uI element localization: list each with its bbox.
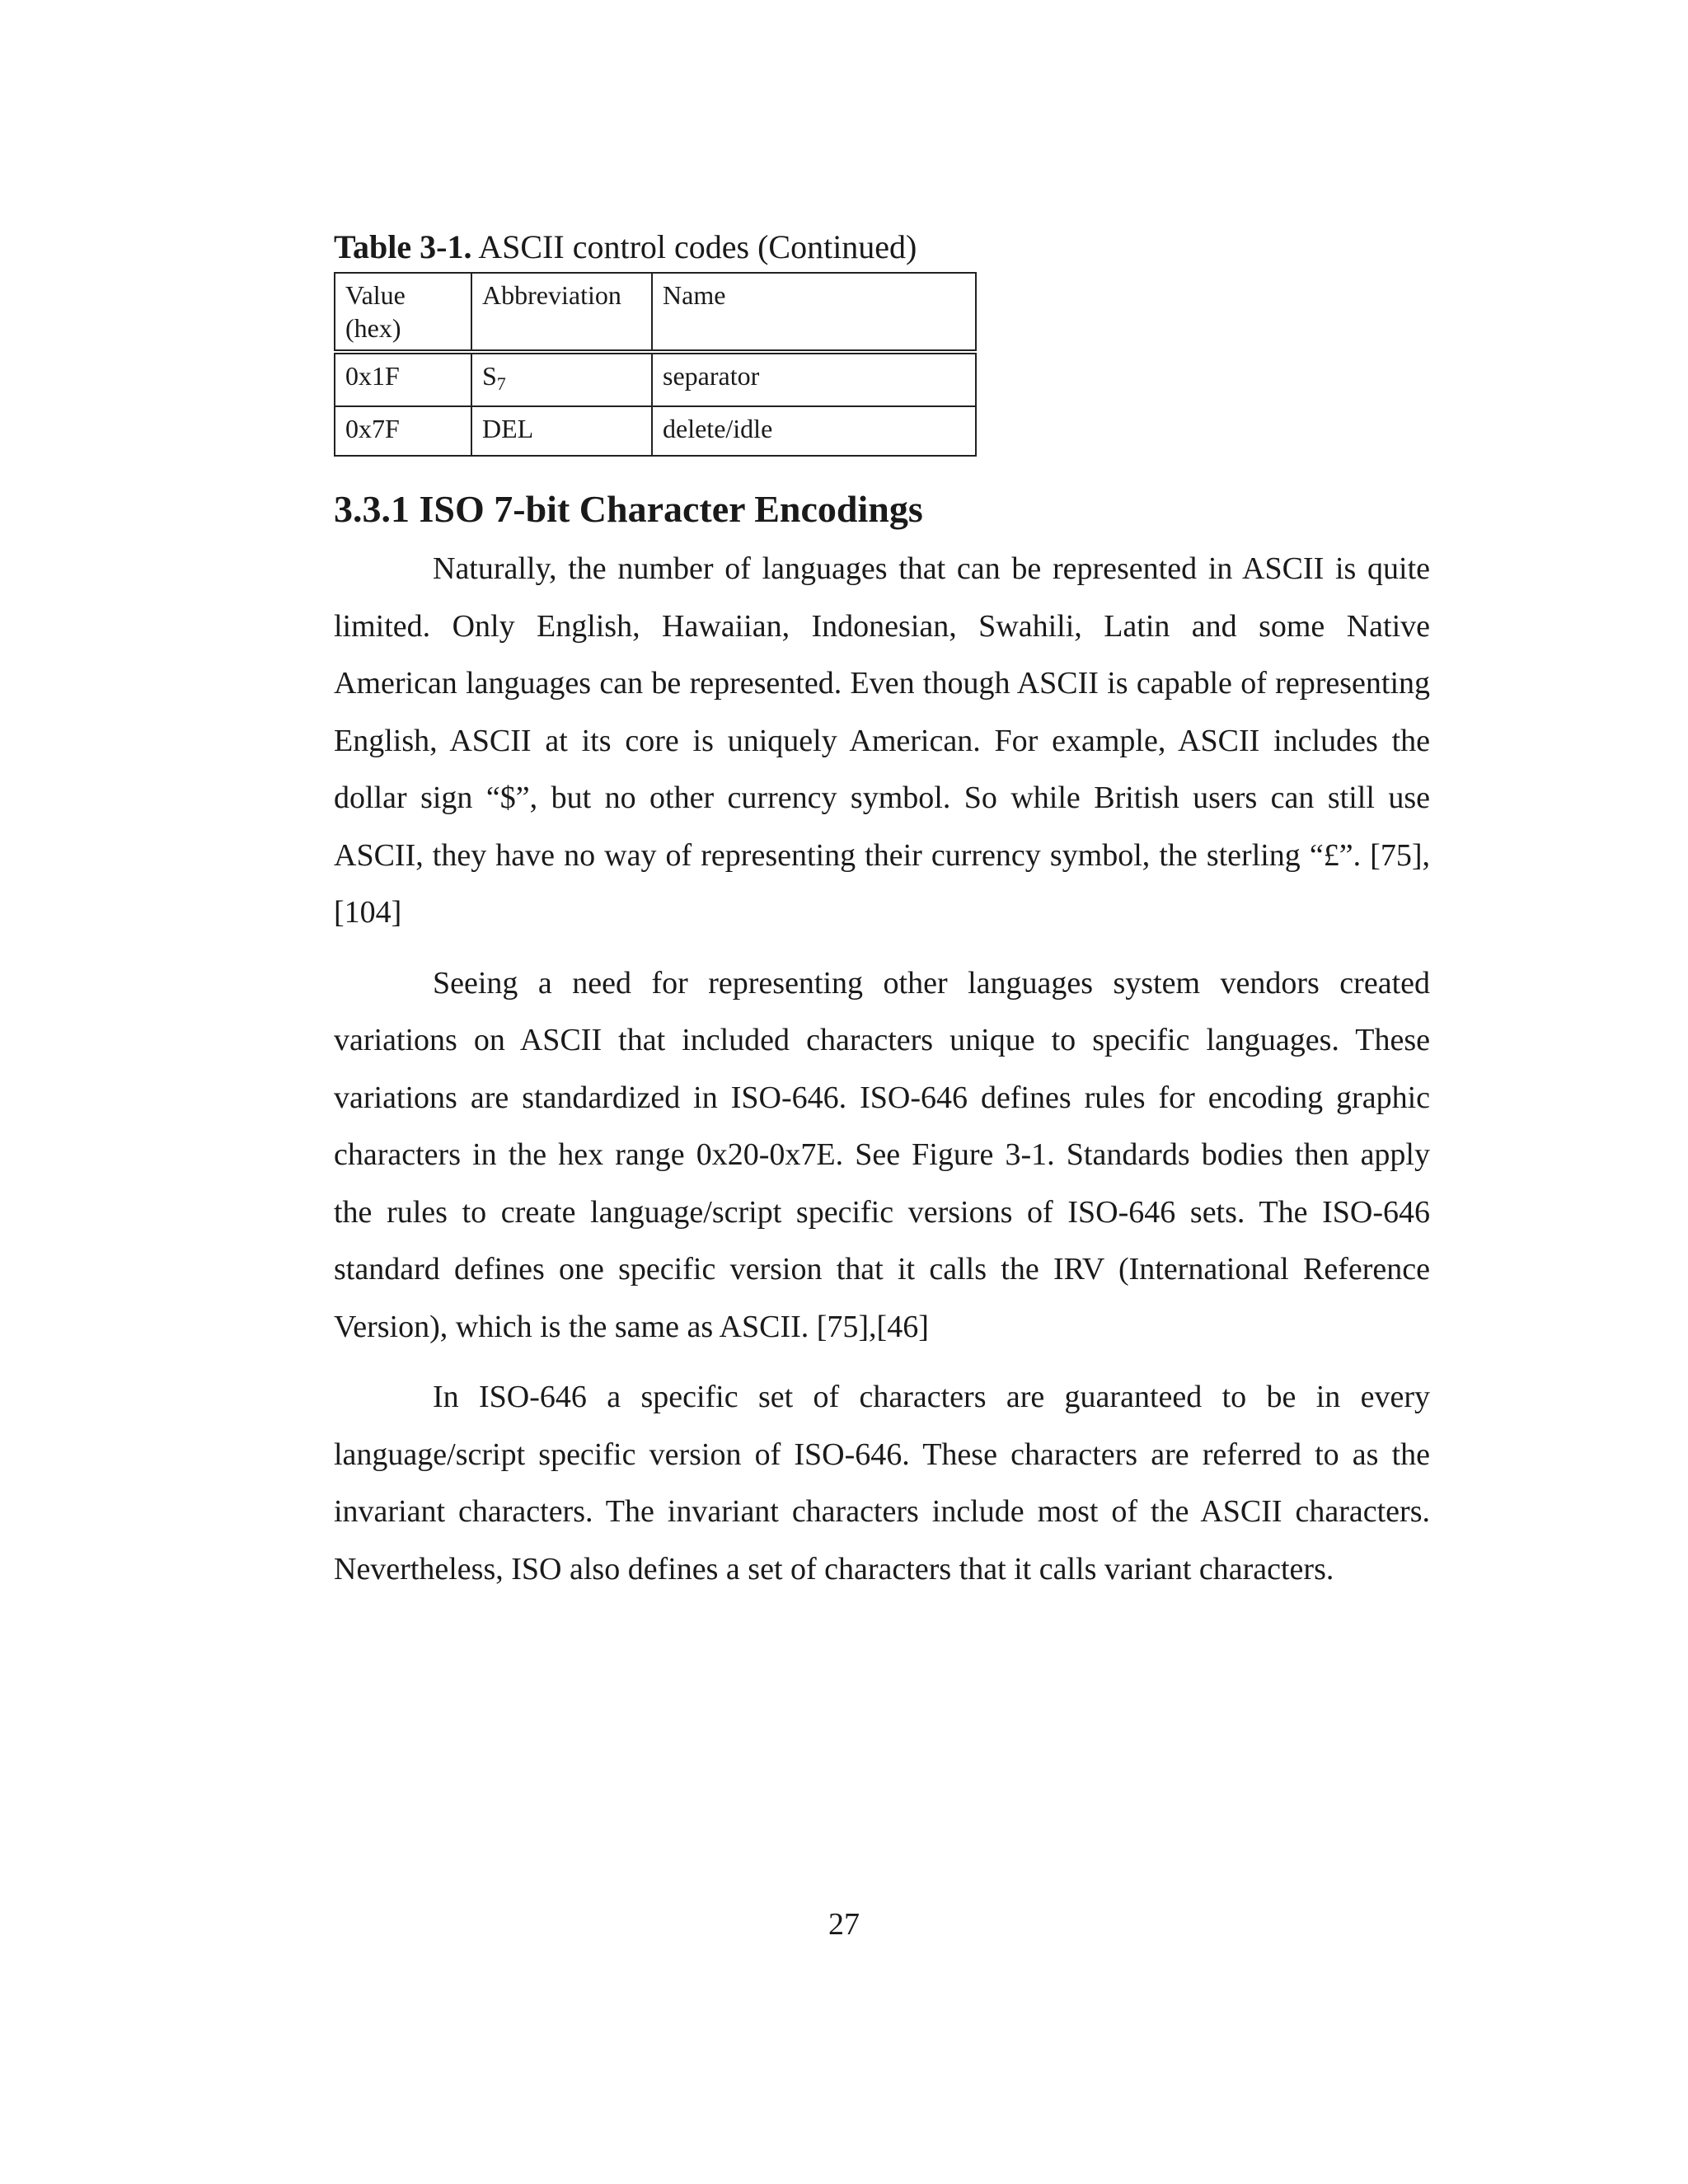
body-paragraph: In ISO-646 a specific set of characters are guaranteed to be in every language/script specific version of ISO-646. These characters are referred to as the invariant characters. The invariant characters include most of the ASCII characters. Nevertheless, ISO also defines a set of characters that it calls variant characters. [334, 1380, 1430, 1586]
page-content [334, 223, 1430, 1611]
header-value-line1: Value [345, 280, 406, 310]
ascii-control-codes-table [334, 272, 977, 457]
header-value-hex [335, 273, 471, 352]
header-value-line2: (hex) [345, 313, 401, 343]
abbr-base: DEL [482, 414, 534, 443]
section-heading: 3.3.1 ISO 7-bit Character Encodings [334, 488, 923, 530]
table-row [335, 406, 976, 456]
cell-name: separator [652, 352, 976, 406]
abbr-subscript: 7 [496, 373, 506, 394]
cell-value: 0x7F [335, 406, 471, 456]
table-header-row [335, 273, 976, 352]
body-paragraph: Seeing a need for representing other languages system vendors created variations on ASCII that included characters unique to specific languages. These variations are standardized in ISO-646. ISO-646 defines rules for encoding graphic characters in the hex range 0x20-0x7E. See Figure 3-1. Standards bodies then apply the rules to create language/script specific versions of ISO-646 sets. The ISO-646 standard defines one specific version that it calls the IRV (International Reference Version), which is the same as ASCII. [75],[46] [334, 965, 1430, 1344]
header-name: Name [652, 273, 976, 352]
cell-name: delete/idle [652, 406, 976, 456]
cell-value: 0x1F [335, 352, 471, 406]
header-abbreviation: Abbreviation [471, 273, 652, 352]
cell-abbreviation [471, 352, 652, 406]
table-row [335, 352, 976, 406]
body-paragraph: Naturally, the number of languages that can be represented in ASCII is quite limited. Only English, Hawaiian, Indonesian, Swahili, Latin and some Native American languages can be represented. Even though ASCII is capable of representing English, ASCII at its core is uniquely American. For example, ASCII includes the dollar sign “$”, but no other currency symbol. So while British users can still use ASCII, they have no way of representing their currency symbol, the sterling “£”. [75],[104] [334, 551, 1430, 930]
cell-abbreviation [471, 406, 652, 456]
table-caption [334, 223, 1430, 272]
abbr-base: S [482, 361, 497, 391]
page-number: 27 [828, 1907, 860, 1942]
table-caption-label: Table 3-1. [334, 228, 472, 265]
table-caption-text: ASCII control codes (Continued) [471, 228, 917, 265]
